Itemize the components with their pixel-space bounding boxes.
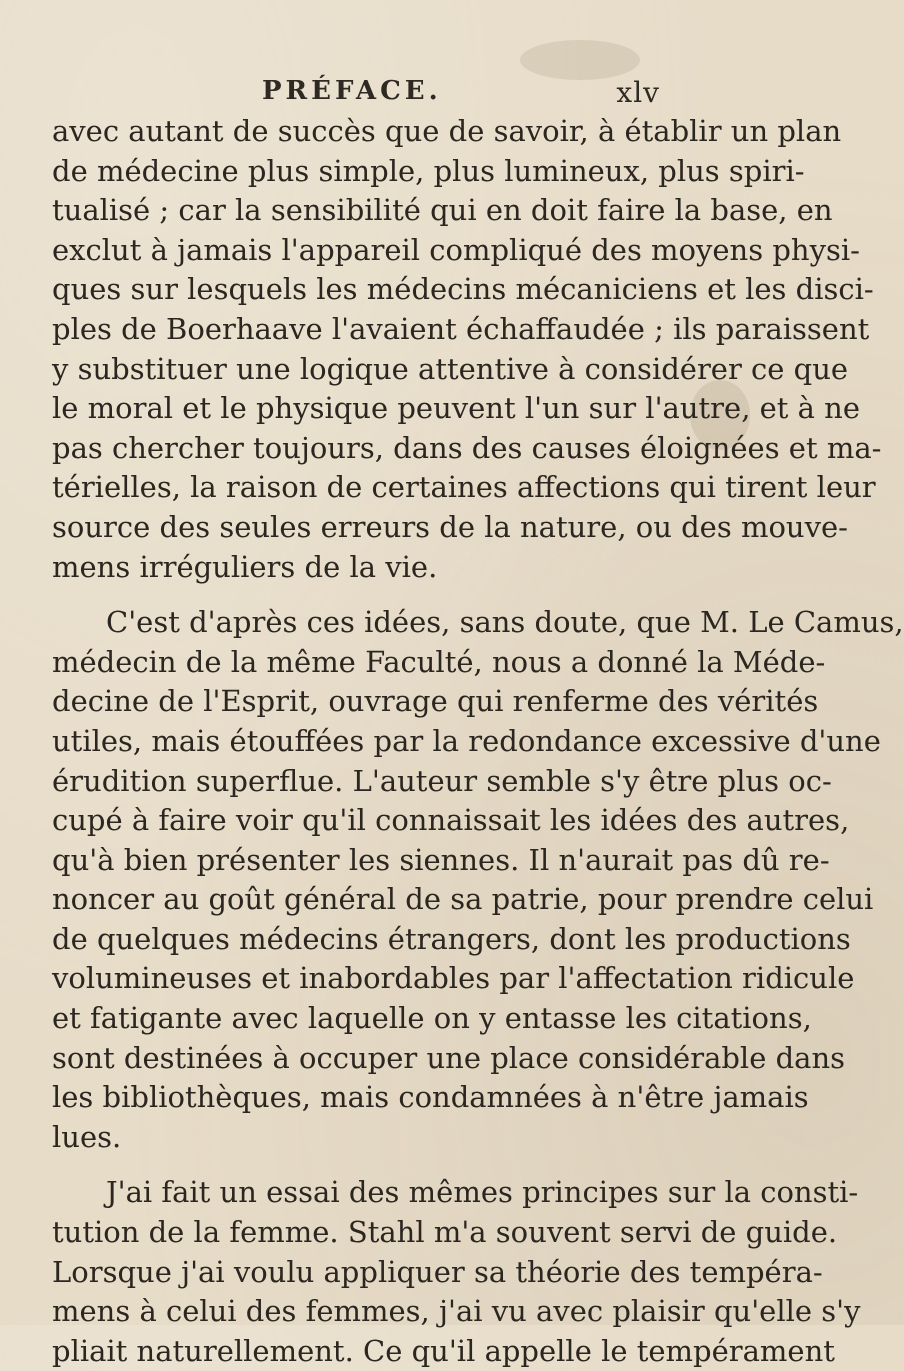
text-line: exclut à jamais l'appareil compliqué des moyens physi- — [52, 232, 860, 267]
text-line: utiles, mais étouffées par la redondance excessive d'une — [52, 723, 881, 758]
text-line: Lorsque j'ai voulu appliquer sa théorie des tempéra- — [52, 1254, 823, 1289]
running-header — [262, 76, 660, 116]
paragraph-3 — [52, 1173, 861, 1371]
paragraph-1 — [52, 112, 882, 587]
paragraph-gap — [52, 587, 752, 603]
running-title: PRÉFACE. — [262, 76, 442, 106]
text-line: de médecine plus simple, plus lumineux, plus spiri- — [52, 153, 805, 188]
text-line: pas chercher toujours, dans des causes éloignées et ma- — [52, 430, 882, 465]
text-line: érudition superflue. L'auteur semble s'y être plus oc- — [52, 763, 832, 798]
text-line: tualisé ; car la sensibilité qui en doit faire la base, en — [52, 193, 833, 228]
text-line: volumineuses et inabordables par l'affectation ridicule — [52, 961, 855, 996]
text-line: ples de Boerhaave l'avaient échaffaudée ; ils paraissent — [52, 311, 870, 346]
paragraph-gap — [52, 1157, 752, 1173]
text-line: sont destinées à occuper une place considérable dans — [52, 1040, 845, 1075]
text-line: pliait naturellement. Ce qu'il appelle le tempérament — [52, 1333, 835, 1368]
text-line: noncer au goût général de sa patrie, pour prendre celui — [52, 882, 874, 917]
text-line: qu'à bien présenter les siennes. Il n'aurait pas dû re- — [52, 842, 830, 877]
text-line: térielles, la raison de certaines affections qui tirent leur — [52, 470, 876, 505]
text-line: source des seules erreurs de la nature, ou des mouve- — [52, 509, 848, 544]
text-line: médecin de la même Faculté, nous a donné la Méde- — [52, 644, 826, 679]
text-line: tution de la femme. Stahl m'a souvent servi de guide. — [52, 1215, 838, 1250]
text-line: decine de l'Esprit, ouvrage qui renferme des vérités — [52, 684, 819, 719]
text-line: J'ai fait un essai des mêmes principes sur la consti- — [106, 1175, 859, 1210]
page-number: xlv — [616, 76, 660, 109]
text-line: les bibliothèques, mais condamnées à n'être jamais — [52, 1080, 809, 1115]
text-line: cupé à faire voir qu'il connaissait les idées des autres, — [52, 803, 850, 838]
text-line: de quelques médecins étrangers, dont les productions — [52, 921, 851, 956]
paper-stain — [520, 40, 640, 80]
text-line: le moral et le physique peuvent l'un sur l'autre, et à ne — [52, 391, 861, 426]
body-text — [52, 112, 904, 1371]
text-line: ques sur lesquels les médecins mécaniciens et les disci- — [52, 272, 874, 307]
text-line: y substituer une logique attentive à considérer ce que — [52, 351, 849, 386]
text-line: C'est d'après ces idées, sans doute, que M. Le Camus, — [106, 605, 904, 640]
text-line: lues. — [52, 1119, 122, 1154]
text-line: avec autant de succès que de savoir, à établir un plan — [52, 114, 842, 148]
text-line: et fatigante avec laquelle on y entasse les citations, — [52, 1001, 812, 1036]
text-line: mens irréguliers de la vie. — [52, 549, 438, 584]
paragraph-2 — [52, 603, 904, 1157]
text-line: mens à celui des femmes, j'ai vu avec plaisir qu'elle s'y — [52, 1294, 861, 1329]
